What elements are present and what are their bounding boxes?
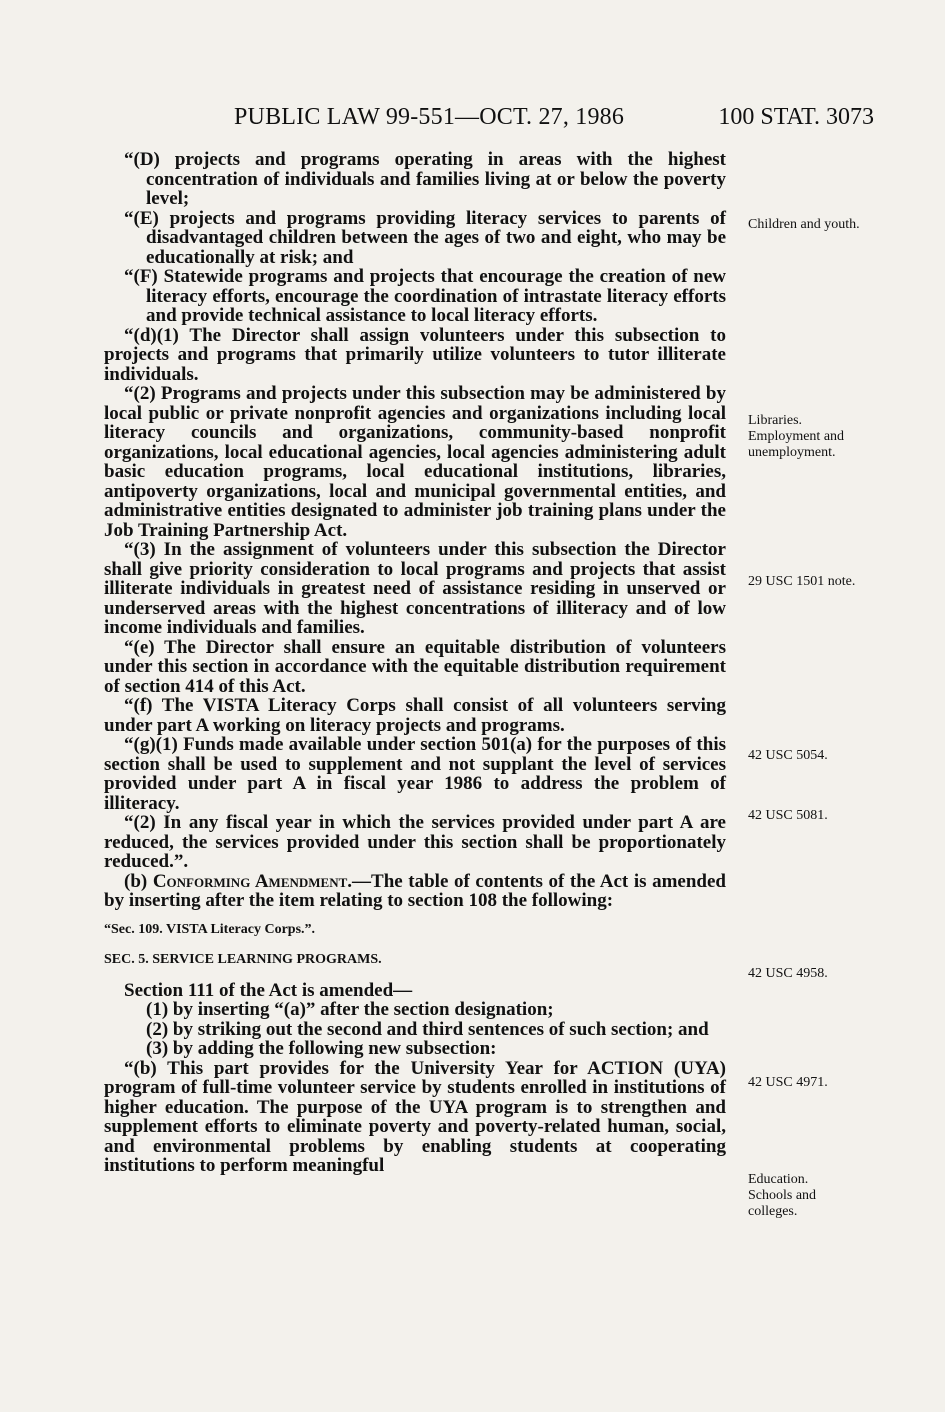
subsection-d3: “(3) In the assignment of volunteers under this subsection the Director shall give priority consideration to local programs and projects that assist illiterate individuals in greatest need of assistance residing in unserved or underserved areas with the highest concentrations of illiteracy and of low income individuals and families. [104,539,726,638]
clause-e: “(E) projects and programs providing literacy services to parents of disadvantaged children between the ages of two and eight, who may be educationally at risk; and [124,207,726,268]
margin-note-29usc1501: 29 USC 1501 note. [748,574,856,589]
margin-note-42usc5054: 42 USC 5054. [748,748,828,763]
margin-note-libraries: Libraries. [748,413,803,428]
margin-note-education: Education. Schools and colleges. [748,1172,817,1219]
conforming-amendment [104,872,726,911]
subsection-f: “(f) The VISTA Literacy Corps shall consist of all volunteers serving under part A working on literacy projects and programs. [104,695,726,736]
amendment-heading: Conforming Amendment [152,870,348,892]
amendment-item-2: (2) by striking out the second and third sentences of such section; and [146,1018,709,1040]
stat-page-number: 100 STAT. 3073 [718,104,874,130]
subsection-d2: “(2) Programs and projects under this subsection may be administered by local public or private nonprofit agencies and organizations including local literacy councils and organizations, community-based nonprofit organizations, local educational agencies, local agencies administering adult basic education programs, local educational institutions, libraries, antipoverty organizations, local and municipal governmental entities, and administrative entities designated to administer job training plans under the Job Training Partnership Act. [104,383,726,541]
toc-entry: “Sec. 109. VISTA Literacy Corps.”. [104,921,316,937]
clause-f: “(F) Statewide programs and projects that encourage the creation of new literacy efforts, encourage the coordination of intrastate literacy efforts and provide technical assistance to local literacy efforts. [124,266,726,326]
margin-note-children: Children and youth. [748,217,860,232]
amendment-label: (b) [124,870,153,892]
amendment-item-1: (1) by inserting “(a)” after the section designation; [146,999,554,1020]
subsection-e: “(e) The Director shall ensure an equitable distribution of volunteers under this section in accordance with the equitable distribution requirement of section 414 of this Act. [104,636,726,697]
clause-d: “(D) projects and programs operating in areas with the highest concentration of individuals and families living at or below the poverty level; [124,149,726,209]
margin-note-employment: Employment and unemployment. [748,429,845,460]
margin-note-42usc4971: 42 USC 4971. [748,1075,828,1090]
margin-note-42usc5081: 42 USC 5081. [748,808,828,823]
amendment-item-3: (3) by adding the following new subsection: [146,1038,497,1059]
subsection-b-uya: “(b) This part provides for the University Year for ACTION (UYA) program of full-time volunteer service by students enrolled in institutions of higher education. The purpose of the UYA program is to strengthen and supplement efforts to eliminate poverty and poverty-related human, social, and environmental problems by enabling students at cooperating institutions to perform meaningful [104,1057,726,1176]
subsection-g1: “(g)(1) Funds made available under section 501(a) for the purposes of this section shall be used to supplement and not supplant the level of services provided under part A in fiscal year 1986 to address the problem of illiteracy. [104,734,726,814]
amendment-text: .—The table of contents of the Act is amended by inserting after the item relating to section 108 the following: [104,870,726,911]
subsection-d1: “(d)(1) The Director shall assign volunteers under this subsection to projects and programs that primarily utilize volunteers to tutor illiterate individuals. [104,324,726,385]
subsection-g2: “(2) In any fiscal year in which the services provided under part A are reduced, the services provided under this section shall be proportionately reduced.”. [104,812,726,872]
page-header [104,104,874,144]
section-111-intro: Section 111 of the Act is amended— [124,979,413,1001]
section-heading: SEC. 5. SERVICE LEARNING PROGRAMS. [104,951,382,967]
law-text [104,150,726,1176]
margin-note-42usc4958: 42 USC 4958. [748,966,828,981]
law-citation: PUBLIC LAW 99-551—OCT. 27, 1986 [234,104,625,130]
